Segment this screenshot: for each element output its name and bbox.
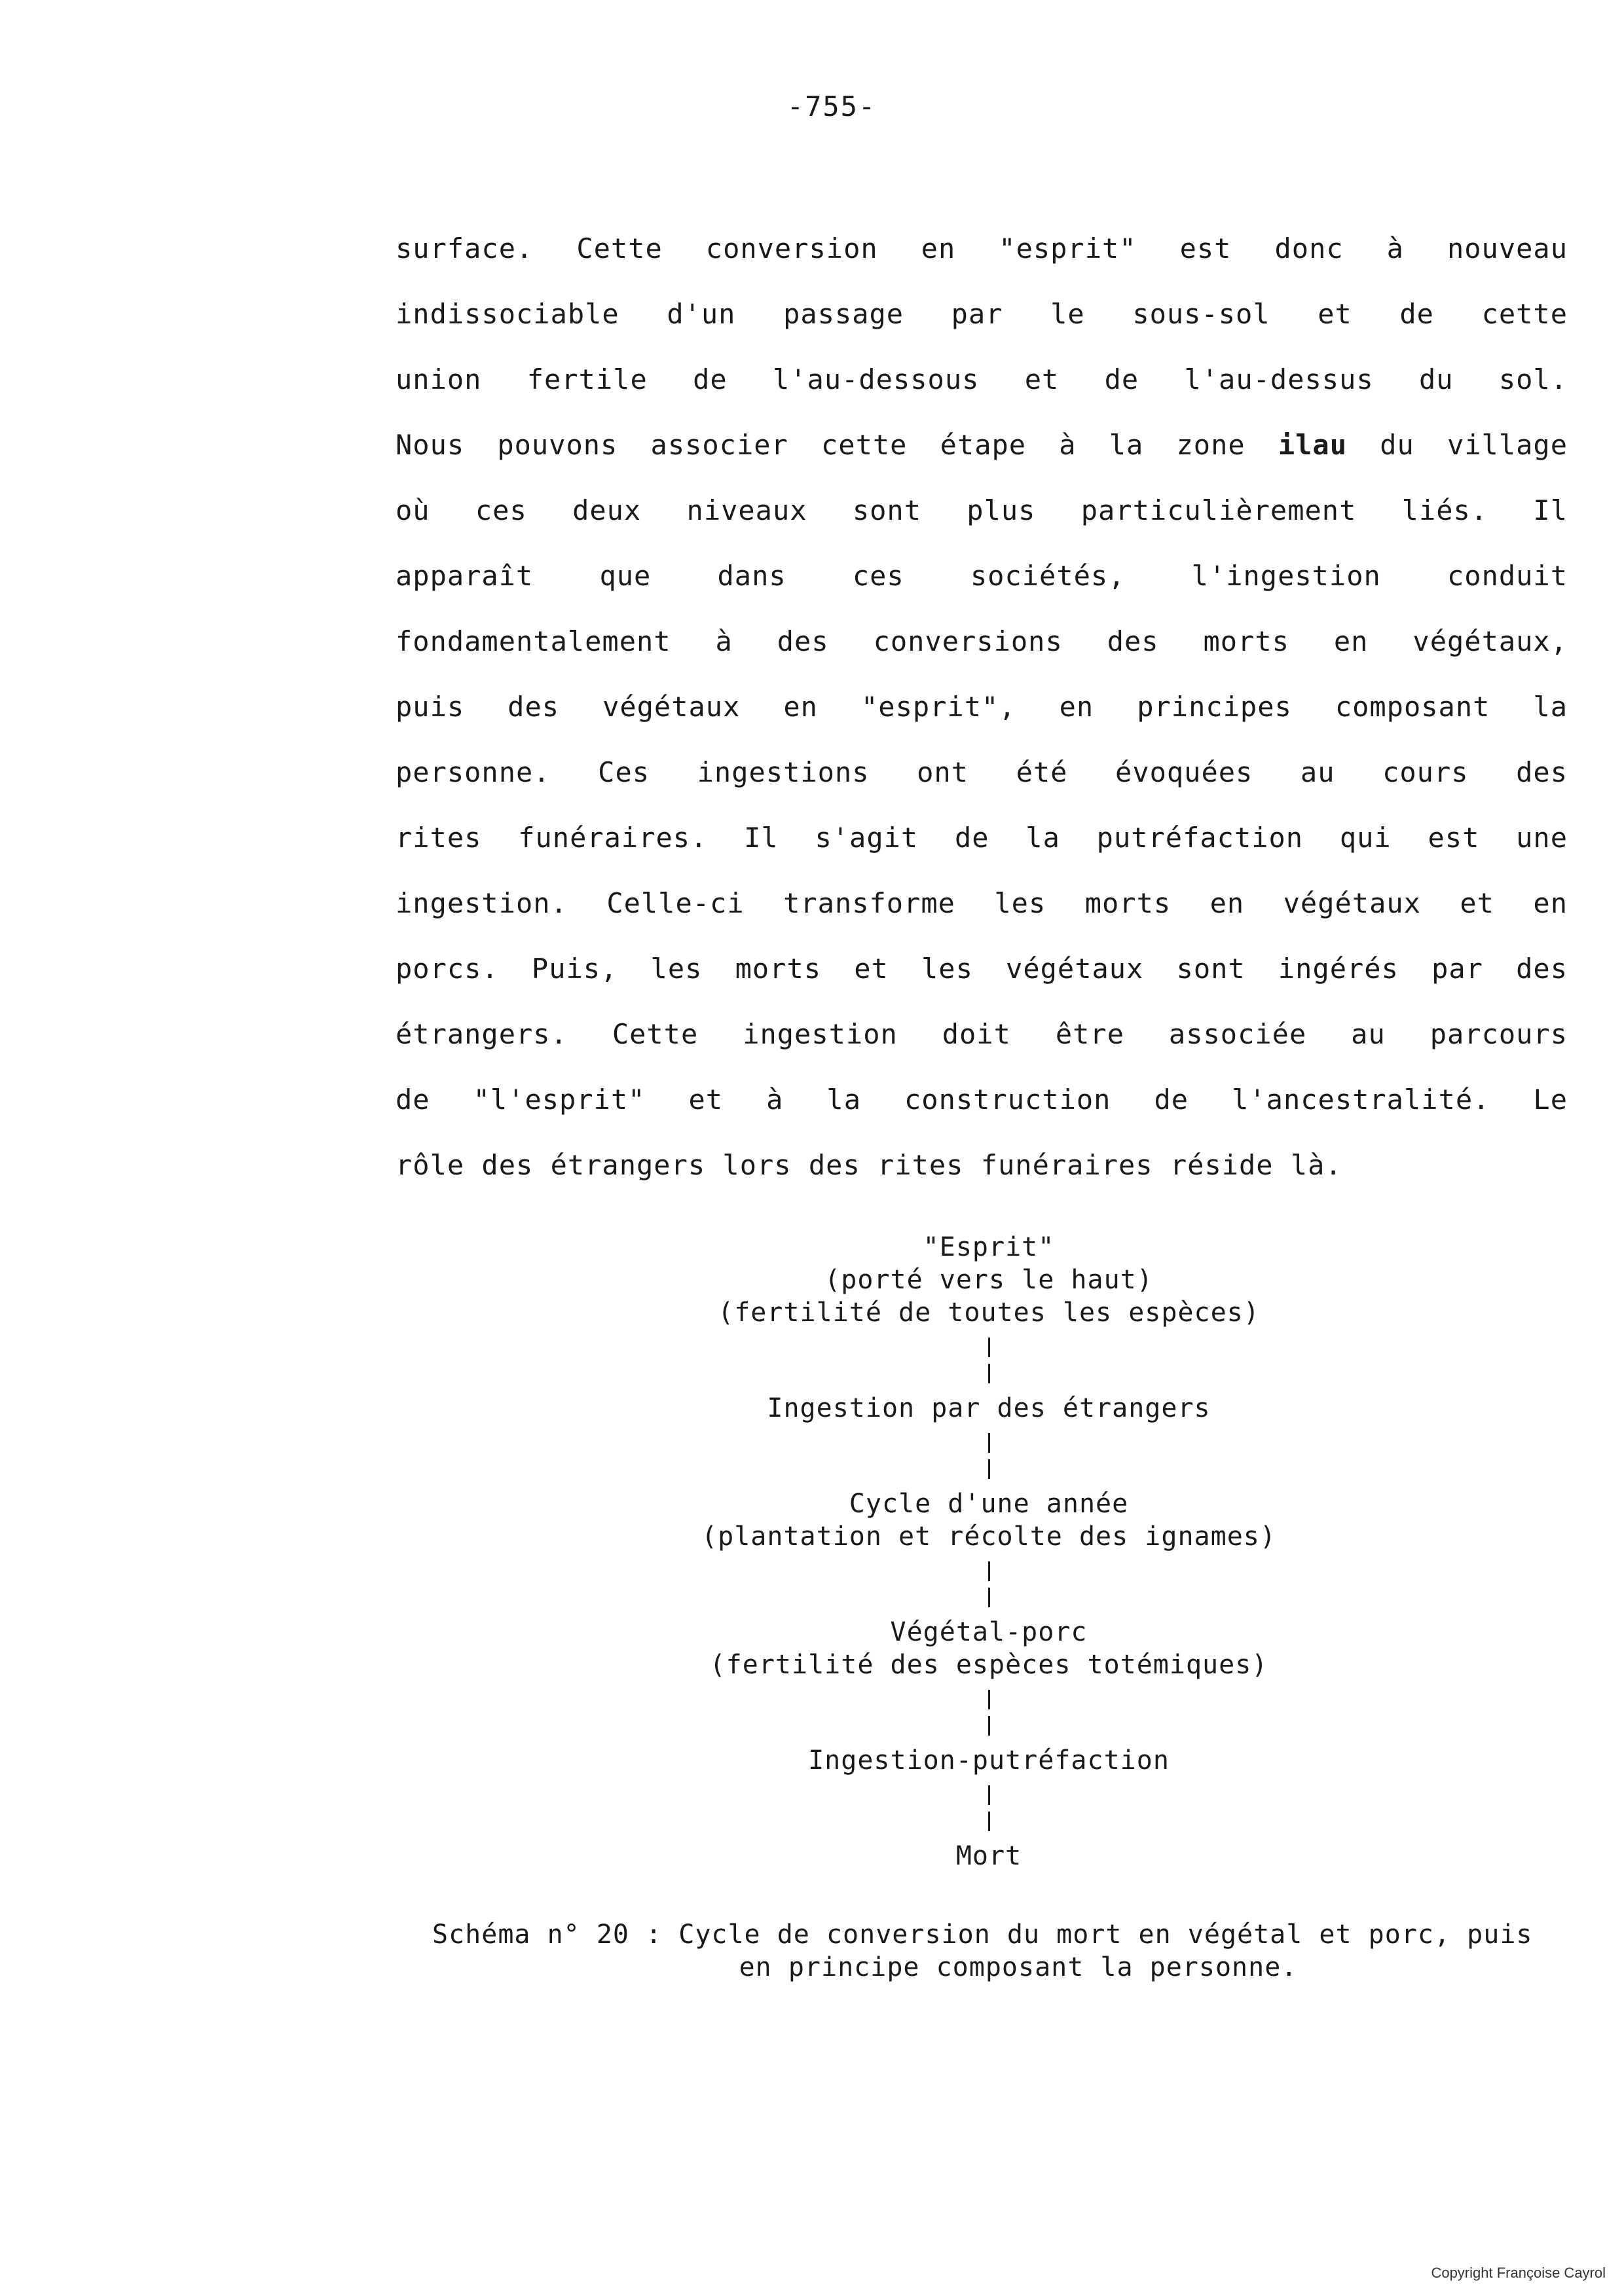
node-subtitle: (fertilité des espèces totémiques) bbox=[709, 1650, 1268, 1680]
text-line: fondamentalement à des conversions des morts en végétaux, bbox=[396, 625, 1568, 657]
schema-diagram bbox=[655, 1231, 1323, 1872]
schema-node-cycle bbox=[655, 1487, 1323, 1553]
schema-caption bbox=[432, 1918, 1545, 1984]
connector-line bbox=[655, 1425, 1323, 1487]
node-subtitle: (fertilité de toutes les espèces) bbox=[718, 1298, 1260, 1328]
text-line: rôle des étrangers lors des rites funéraires réside là. bbox=[396, 1149, 1342, 1181]
schema-node-esprit bbox=[655, 1231, 1323, 1329]
connector-line bbox=[655, 1553, 1323, 1616]
node-subtitle: (porté vers le haut) bbox=[824, 1265, 1153, 1295]
body-paragraph bbox=[396, 216, 1568, 1198]
text-line: porcs. Puis, les morts et les végétaux sont ingérés par des bbox=[396, 953, 1568, 985]
text-line: étrangers. Cette ingestion doit être associée au parcours bbox=[396, 1018, 1568, 1050]
node-title: Mort bbox=[955, 1841, 1022, 1871]
connector-line bbox=[655, 1777, 1323, 1840]
node-title: Cycle d'une année bbox=[849, 1489, 1129, 1519]
text-line: ingestion. Celle-ci transforme les morts en végétaux et en bbox=[396, 887, 1568, 919]
text-line: rites funéraires. Il s'agit de la putréfaction qui est une bbox=[396, 822, 1568, 854]
text-line: où ces deux niveaux sont plus particulièrement liés. Il bbox=[396, 494, 1568, 526]
copyright-notice: Copyright Françoise Cayrol bbox=[1431, 2265, 1606, 2281]
text-fragment: du village bbox=[1380, 429, 1568, 461]
node-title: Ingestion-putréfaction bbox=[808, 1745, 1170, 1776]
caption-line: en principe composant la personne. bbox=[739, 1952, 1298, 1982]
connector-line bbox=[655, 1329, 1323, 1392]
text-line: apparaît que dans ces sociétés, l'ingestion conduit bbox=[396, 560, 1568, 592]
node-title: Végétal-porc bbox=[890, 1617, 1088, 1647]
node-subtitle: (plantation et récolte des ignames) bbox=[701, 1522, 1276, 1552]
text-line: indissociable d'un passage par le sous-sol et de cette bbox=[396, 298, 1568, 330]
bold-term-ilau: ilau bbox=[1278, 429, 1348, 461]
text-fragment: Nous pouvons associer cette étape à la zone bbox=[396, 429, 1246, 461]
node-title: Ingestion par des étrangers bbox=[767, 1393, 1211, 1423]
schema-node-vegetal-porc bbox=[655, 1616, 1323, 1681]
text-line: union fertile de l'au-dessous et de l'au-dessus du sol. bbox=[396, 363, 1568, 395]
schema-node-mort bbox=[655, 1840, 1323, 1872]
text-line: surface. Cette conversion en "esprit" est donc à nouveau bbox=[396, 232, 1568, 264]
text-line: de "l'esprit" et à la construction de l'ancestralité. Le bbox=[396, 1084, 1568, 1116]
page-number: -755- bbox=[786, 90, 877, 122]
caption-line: Schéma n° 20 : Cycle de conversion du mort en végétal et porc, puis bbox=[432, 1920, 1533, 1950]
schema-node-putrefaction bbox=[655, 1744, 1323, 1777]
schema-node-ingestion-etrangers bbox=[655, 1392, 1323, 1425]
text-line: personne. Ces ingestions ont été évoquées au cours des bbox=[396, 756, 1568, 788]
node-title: "Esprit" bbox=[923, 1232, 1055, 1262]
connector-line bbox=[655, 1681, 1323, 1744]
text-line: puis des végétaux en "esprit", en principes composant la bbox=[396, 691, 1568, 723]
text-line-ilau bbox=[396, 412, 1568, 478]
